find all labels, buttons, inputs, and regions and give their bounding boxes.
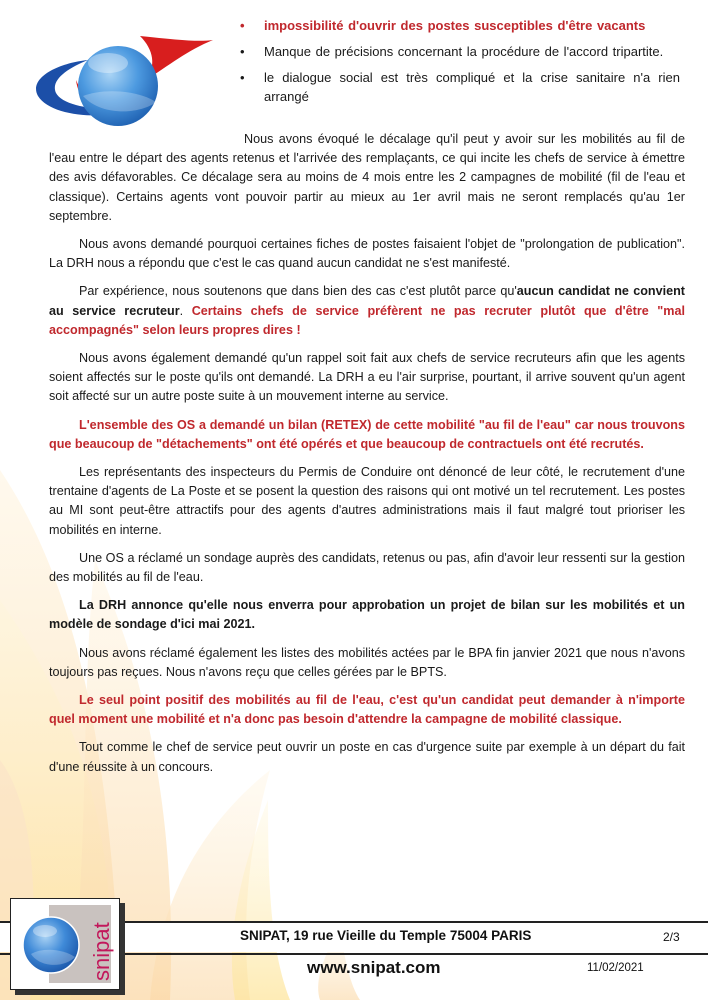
paragraph: Les représentants des inspecteurs du Permis de Conduire ont dénoncé de leur côté, le recrutement d'une trentaine d'agents de La Poste et se posent la question des raisons qui ont motivé un tel recrutement. Les postes au MI sont peut-être attractifs pour des agents d'autres administrations mais il faut malgré tout prioriser les mobilités en interne. <box>49 465 685 537</box>
paragraph: Nous avons évoqué le décalage qu'il peut y avoir sur les mobilités au fil de l'eau entre le départ des agents retenus et l'arrivée des remplaçants, ce qui incite les chefs de service à émettre des avis défavorables. Ce décalage sera au moins de 4 mois entre les 2 campagnes de mobilité (fil de l'eau et classique). Certains agents vont pouvoir partir au mieux au 1er avril mais ne seront remplacés qu'au 1er septembre. <box>49 132 685 223</box>
highlight-paragraph: Le seul point positif des mobilités au fil de l'eau, c'est qu'un candidat peut demander à n'importe quel moment une mobilité et n'a donc pas besoin d'attendre la campagne de mobilité classique. <box>49 693 685 727</box>
website-link[interactable]: www.snipat.com <box>307 958 441 977</box>
highlight-text: Certains chefs de service préfèrent ne pas recruter plutôt que d'être "mal accompagnés" selon leurs propres dires ! <box>49 303 685 337</box>
document-date: 11/02/2021 <box>587 962 644 974</box>
list-item: • impossibilité d'ouvrir des postes susceptibles d'être vacants <box>240 18 646 33</box>
paragraph: Nous avons demandé pourquoi certaines fiches de postes faisaient l'objet de "prolongation de publication". La DRH nous a répondu que c'est le cas quand aucun candidat ne s'est manifesté. <box>49 237 685 271</box>
paragraph: Par expérience, nous soutenons que dans bien des cas c'est plutôt parce qu'aucun candidat ne convient au service recruteur. Certains chefs de service préfèrent ne pas recruter plutôt que d'être "mal accompagnés" selon leurs propres dires ! <box>49 284 685 337</box>
footer-logo-text: snipat <box>89 922 114 981</box>
emphasis-text: aucun candidat ne convient au service recruteur <box>49 284 685 318</box>
list-item: • Manque de précisions concernant la procédure de l'accord tripartite. <box>240 44 664 59</box>
bullet-icon: • <box>240 70 245 85</box>
paragraph: Nous avons également demandé qu'un rappel soit fait aux chefs de service recruteurs afin que les agents soient affectés sur le poste qu'ils ont demandé. La DRH a eu l'air surprise, pourtant, il arrive souvent qu'un agent soit affecté sur un autre poste suite à un mouvement interne au service. <box>49 351 685 404</box>
snipat-globe-logo <box>28 18 218 128</box>
bullet-icon: • <box>240 18 245 33</box>
paragraph: Une OS a réclamé un sondage auprès des candidats, retenus ou pas, afin d'avoir leur ressenti sur la gestion des mobilités au fil de l'eau. <box>49 550 685 585</box>
issue-list <box>240 16 680 113</box>
emphasis-paragraph: La DRH annonce qu'elle nous enverra pour approbation un projet de bilan sur les mobilités et un modèle de sondage d'ici mai 2021. <box>49 598 685 632</box>
list-item: • le dialogue social est très compliqué et la crise sanitaire n'a rien arrangé <box>240 70 680 104</box>
bullet-icon: • <box>240 44 245 59</box>
paragraph: Nous avons réclamé également les listes des mobilités actées par le BPA fin janvier 2021 que nous n'avons toujours pas reçues. Nous n'avons reçu que celles gérées par le BPTS. <box>49 645 685 679</box>
highlight-paragraph: L'ensemble des OS a demandé un bilan (RETEX) de cette mobilité "au fil de l'eau" car nous trouvons que beaucoup de "détachements" ont été opérés et que beaucoup de contractuels ont été recrutés. <box>49 417 685 451</box>
page-number: 2/3 <box>663 930 680 944</box>
snipat-footer-logo-icon <box>11 899 119 989</box>
document-body <box>49 130 685 786</box>
paragraph: Tout comme le chef de service peut ouvrir un poste en cas d'urgence suite par exemple à un départ du fait d'une réussite à un concours. <box>49 740 685 774</box>
footer-address: SNIPAT, 19 rue Vieille du Temple 75004 PARIS <box>240 928 532 943</box>
footer-logo <box>10 898 120 990</box>
